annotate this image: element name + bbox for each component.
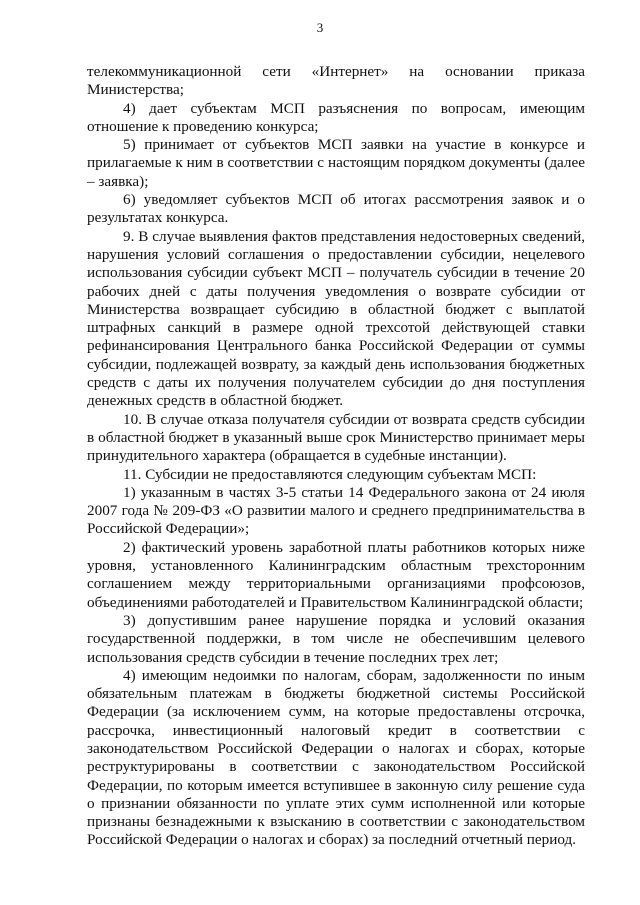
paragraph-item-5: 5) принимает от субъектов МСП заявки на участие в конкурсе и прилагаемые к ним в соответствии с настоящим порядком документы (далее – заявка); bbox=[87, 136, 585, 190]
paragraph-section-10: 10. В случае отказа получателя субсидии от возврата средств субсидии в областной бюджет в указанный выше срок Министерство принимает меры принудительного характера (обращается в судебные инстанции). bbox=[87, 410, 585, 465]
paragraph-continuation: телекоммуникационной сети «Интернет» на основании приказа Министерства; bbox=[87, 63, 585, 99]
paragraph-item-4: 4) дает субъектам МСП разъяснения по вопросам, имеющим отношение к проведению конкурса; bbox=[87, 99, 585, 135]
paragraph-subitem-1: 1) указанным в частях 3-5 статьи 14 Федерального закона от 24 июля 2007 года № 209-ФЗ «О развитии малого и среднего предпринимательства в Российской Федерации»; bbox=[87, 483, 585, 538]
paragraph-subitem-2: 2) фактический уровень заработной платы работников которых ниже уровня, установленного Калининградским областным трехсторонним соглашением между территориальными организациями профсоюзов, объединениями работодателей и Правительством Калининградской области; bbox=[87, 538, 585, 611]
paragraph-subitem-3: 3) допустившим ранее нарушение порядка и условий оказания государственной поддержки, в том числе не обеспечившим целевого использования средств субсидии в течение последних трех лет; bbox=[87, 611, 585, 666]
paragraph-subitem-4: 4) имеющим недоимки по налогам, сборам, задолженности по иным обязательным платежам в бюджеты бюджетной системы Российской Федерации (за исключением сумм, на которые предоставлены отсрочка, рассрочка, инвестиционный налоговый кредит в соответствии с законодательством Российской Федерации о налогах и сборах, которые реструктурированы в соответствии с законодательством Российской Федерации, по которым имеется вступившее в законную силу решение суда о признании обязанности по уплате этих сумм исполненной или которые признаны безнадежными к взысканию в соответствии с законодательством Российской Федерации о налогах и сборах) за последний отчетный период. bbox=[87, 666, 585, 849]
paragraph-item-6: 6) уведомляет субъектов МСП об итогах рассмотрения заявок и о результатах конкурса. bbox=[87, 191, 585, 227]
paragraph-section-11: 11. Субсидии не предоставляются следующим субъектам МСП: bbox=[123, 465, 537, 483]
page-number: 3 bbox=[316, 20, 324, 35]
document-body bbox=[87, 63, 585, 850]
paragraph-section-9: 9. В случае выявления фактов представления недостоверных сведений, нарушения условий соглашения о предоставлении субсидии, нецелевого использования субсидии субъект МСП – получатель субсидии в течение 20 рабочих дней с даты получения уведомления о возврате субсидии от Министерства возвращает субсидию в областной бюджет с выплатой штрафных санкций в размере одной трехсотой действующей ставки рефинансирования Центрального банка Российской Федерации от суммы субсидии, подлежащей возврату, за каждый день использования бюджетных средств с даты их получения получателем субсидии до дня поступления денежных средств в областной бюджет. bbox=[87, 227, 585, 410]
